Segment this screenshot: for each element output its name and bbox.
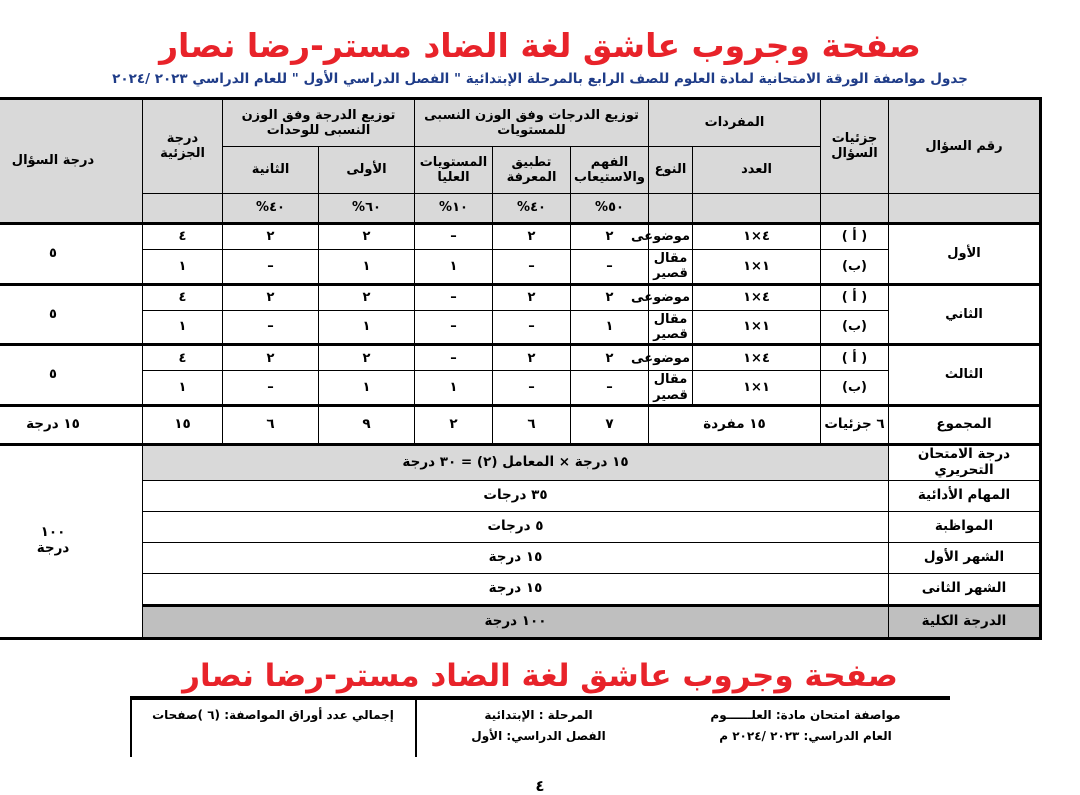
level-higher: ١ [415,371,493,406]
question-part: (ب) [821,371,889,406]
unit-first: ٢ [319,284,415,310]
table-row [0,310,1041,345]
unit-second: ٢ [223,345,319,371]
summary-row [0,480,1041,511]
totals-unit-second: ٦ [223,405,319,444]
summary-row-total [0,605,1041,638]
summary-label: درجة الامتحان التحريري [889,444,1041,480]
level-application: – [493,371,571,406]
header-levels-group: توزيع الدرجات وفق الوزن النسبى للمستويات [415,98,649,146]
summary-value: ١٥ درجة × المعامل (٢) = ٣٠ درجة [143,444,889,480]
header-items-type: النوع [649,146,693,193]
header-pct-understanding: ٥٠% [571,193,649,223]
level-higher: – [415,345,493,371]
header-level-higher: المستويات العليا [415,146,493,193]
header-items-count: العدد [693,146,821,193]
footer-subject-line: مواصفة امتحان مادة: العلــــــوم [710,707,901,722]
totals-unit-first: ٩ [319,405,415,444]
items-type: مقال قصير [649,249,693,284]
header-pct-unit-second: ٤٠% [223,193,319,223]
totals-partial: ١٥ [143,405,223,444]
footer-meta-stage [416,700,661,757]
partial-mark: ١ [143,249,223,284]
partial-mark: ٤ [143,284,223,310]
page-subtitle: جدول مواصفة الورقة الامتحانية لمادة العلوم للصف الرابع بالمرحلة الإبتدائية " الفصل الدراسي الأول " للعام الدراسي ٢٠٢٣ /٢٠٢٤ [112,70,968,87]
header-question-no: رقم السؤال [889,98,1041,193]
question-name: الأول [889,223,1041,284]
grand-total [0,444,143,638]
unit-second: – [223,249,319,284]
items-type: موضوعى [649,345,693,371]
level-application: – [493,310,571,345]
items-count: ٤×١ [693,223,821,249]
unit-first: ١ [319,371,415,406]
exam-specification-table [0,97,1042,640]
question-part: (ب) [821,249,889,284]
unit-second: – [223,310,319,345]
level-understanding: – [571,371,649,406]
items-type: مقال قصير [649,371,693,406]
level-application: ٢ [493,345,571,371]
items-count: ١×١ [693,249,821,284]
items-count: ٤×١ [693,345,821,371]
summary-label: المهام الأدائية [889,480,1041,511]
summary-row [0,573,1041,605]
header-units-group: توزيع الدرجة وفق الوزن النسبى للوحدات [223,98,415,146]
summary-label: الشهر الثانى [889,573,1041,605]
level-application: ٢ [493,223,571,249]
page-number: ٤ [535,776,545,795]
totals-items: ١٥ مفردة [649,405,821,444]
header-question-parts: جزئيات السؤال [821,98,889,193]
items-count: ١×١ [693,371,821,406]
totals-understanding: ٧ [571,405,649,444]
header-partial-mark: درجة الجزئية [143,98,223,193]
header-items-group: المفردات [649,98,821,146]
footer-meta-row [131,700,951,757]
header-unit-second: الثانية [223,146,319,193]
header-question-mark: درجة السؤال [0,98,143,223]
footer-meta-table [130,700,951,757]
footer-meta-pages [131,700,416,757]
page-title: صفحة وجروب عاشق لغة الضاد مستر-رضا نصار [159,26,921,65]
unit-first: ١ [319,249,415,284]
header-spacer-type [649,193,693,223]
level-application: – [493,249,571,284]
totals-higher: ٢ [415,405,493,444]
totals-application: ٦ [493,405,571,444]
summary-label: المواظبة [889,511,1041,542]
summary-value: ٣٥ درجات [143,480,889,511]
unit-first: ٢ [319,223,415,249]
totals-label: المجموع [889,405,1041,444]
items-type: موضوعى [649,223,693,249]
header-pct-application: ٤٠% [493,193,571,223]
footer-meta-subject [661,700,951,757]
table-row [0,249,1041,284]
question-part: ( أ ) [821,345,889,371]
table-row [0,284,1041,310]
spec-table-container [0,87,1080,640]
items-count: ٤×١ [693,284,821,310]
summary-label: الدرجة الكلية [889,605,1041,638]
level-higher: – [415,284,493,310]
level-higher: – [415,223,493,249]
header-spacer-question-no [889,193,1041,223]
level-higher: ١ [415,249,493,284]
totals-question-mark: ١٥ درجة [0,405,143,444]
unit-second: – [223,371,319,406]
unit-first: ١ [319,310,415,345]
header-spacer-parts [821,193,889,223]
level-application: ٢ [493,284,571,310]
question-part: ( أ ) [821,223,889,249]
summary-label: الشهر الأول [889,542,1041,573]
summary-value: ١٥ درجة [143,573,889,605]
header-level-understanding: الفهم والاستيعاب [571,146,649,193]
header-unit-first: الأولى [319,146,415,193]
table-row [0,371,1041,406]
partial-mark: ١ [143,310,223,345]
partial-mark: ٤ [143,223,223,249]
question-name: الثاني [889,284,1041,345]
question-part: (ب) [821,310,889,345]
partial-mark: ٤ [143,345,223,371]
question-mark: ٥ [0,223,143,284]
summary-row [0,511,1041,542]
items-count: ١×١ [693,310,821,345]
footer-title: صفحة وجروب عاشق لغة الضاد مستر-رضا نصار [182,657,898,694]
items-type: موضوعى [649,284,693,310]
summary-row [0,542,1041,573]
level-higher: – [415,310,493,345]
grand-total-unit: درجة [36,540,70,557]
unit-second: ٢ [223,223,319,249]
level-understanding: ١ [571,310,649,345]
table-header-row-percent [0,193,1041,223]
table-row [0,223,1041,249]
summary-value: ١٠٠ درجة [143,605,889,638]
table-row [0,345,1041,371]
footer-year-line: العام الدراسي: ٢٠٢٣ /٢٠٢٤ م [719,728,892,743]
footer-term-line: الفصل الدراسي: الأول [471,728,606,743]
question-mark: ٥ [0,284,143,345]
partial-mark: ١ [143,371,223,406]
header-level-application: تطبيق المعرفة [493,146,571,193]
level-understanding: ٢ [571,284,649,310]
summary-row [0,444,1041,480]
summary-value: ٥ درجات [143,511,889,542]
unit-second: ٢ [223,284,319,310]
level-understanding: ٢ [571,345,649,371]
level-understanding: – [571,249,649,284]
header-spacer-partial [143,193,223,223]
footer-stage-line: المرحلة : الإبتدائية [484,707,593,722]
grand-total-number: ١٠٠ [40,524,66,541]
header-pct-unit-first: ٦٠% [319,193,415,223]
header-spacer-count [693,193,821,223]
header-pct-higher: ١٠% [415,193,493,223]
question-name: الثالث [889,345,1041,406]
totals-row [0,405,1041,444]
unit-first: ٢ [319,345,415,371]
question-part: ( أ ) [821,284,889,310]
level-understanding: ٢ [571,223,649,249]
question-mark: ٥ [0,345,143,406]
totals-parts: ٦ جزئيات [821,405,889,444]
items-type: مقال قصير [649,310,693,345]
table-header-row-1 [0,98,1041,146]
summary-value: ١٥ درجة [143,542,889,573]
footer-pages-line: إجمالي عدد أوراق المواصفة: (٦ )صفحات [152,707,394,722]
